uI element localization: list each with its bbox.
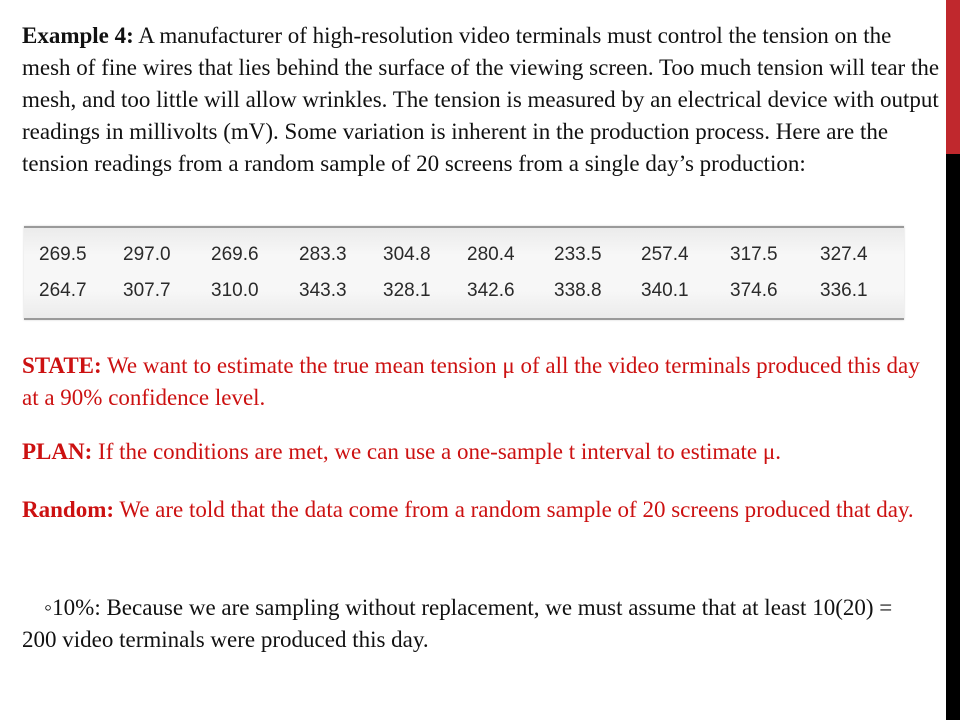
table-row <box>24 278 904 304</box>
table-cell: 264.7 <box>39 280 87 301</box>
table-cell: 340.1 <box>641 280 689 301</box>
random-text: We are told that the data come from a random sample of 20 screens produced that day. <box>114 497 914 522</box>
table-cell: 374.6 <box>730 280 778 301</box>
table-cell: 269.5 <box>39 244 87 265</box>
plan-paragraph <box>22 436 922 468</box>
example-text: A manufacturer of high-resolution video terminals must control the tension on the mesh of fine wires that lies behind the surface of the viewing screen. Too much tension will tear the mesh, and too little will allow wrinkles. The tension is measured by an electrical device with output readings in millivolts (mV). Some variation is inherent in the production process. Here are the tension readings from a random sample of 20 screens from a single day’s production: <box>22 23 940 176</box>
state-text: We want to estimate the true mean tension μ of all the video terminals produced this day at a 90% confidence level. <box>22 353 920 410</box>
table-cell: 257.4 <box>641 244 689 265</box>
example-intro-paragraph <box>22 20 942 180</box>
table-cell: 336.1 <box>820 280 868 301</box>
table-cell: 342.6 <box>467 280 515 301</box>
state-paragraph <box>22 350 922 414</box>
table-cell: 307.7 <box>123 280 171 301</box>
plan-label: PLAN: <box>22 439 93 464</box>
table-cell: 297.0 <box>123 244 171 265</box>
table-cell: 280.4 <box>467 244 515 265</box>
table-cell: 338.8 <box>554 280 602 301</box>
tension-readings-table <box>24 226 904 320</box>
accent-bar-black <box>946 154 960 720</box>
table-cell: 269.6 <box>211 244 259 265</box>
table-cell: 283.3 <box>299 244 347 265</box>
state-label: STATE: <box>22 353 102 378</box>
table-cell: 327.4 <box>820 244 868 265</box>
random-label: Random: <box>22 497 115 522</box>
plan-text: If the conditions are met, we can use a one-sample t interval to estimate μ. <box>92 439 781 464</box>
ten-percent-text: ◦10%: Because we are sampling without replacement, we must assume that at least 10(20) = 200 video terminals were produced this day. <box>22 595 893 652</box>
ten-percent-paragraph <box>22 592 922 656</box>
table-cell: 328.1 <box>383 280 431 301</box>
table-cell: 233.5 <box>554 244 602 265</box>
accent-bar-red <box>946 0 960 154</box>
table-cell: 304.8 <box>383 244 431 265</box>
table-cell: 310.0 <box>211 280 259 301</box>
example-label: Example 4: <box>22 23 134 48</box>
table-cell: 317.5 <box>730 244 778 265</box>
table-row <box>24 242 904 268</box>
table-cell: 343.3 <box>299 280 347 301</box>
random-paragraph <box>22 494 922 526</box>
